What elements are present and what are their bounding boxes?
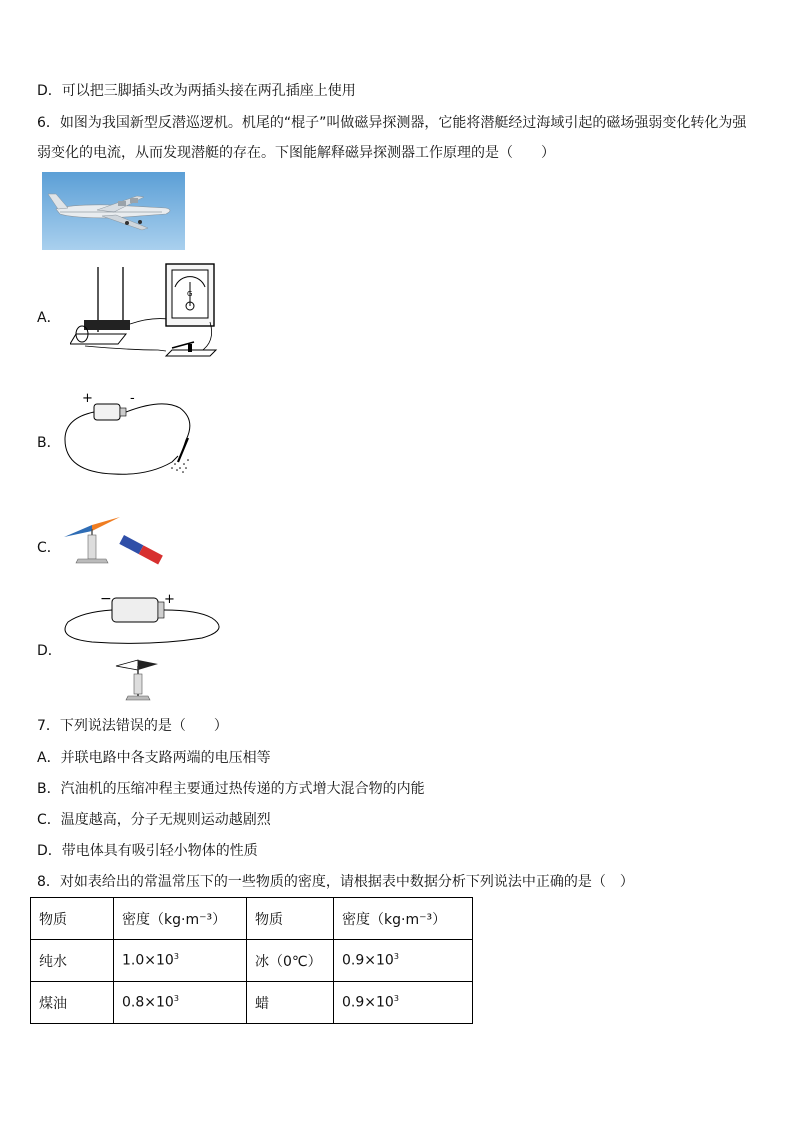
cell-substance: 煤油 [31, 982, 114, 1024]
svg-text:-: - [130, 391, 135, 406]
q8-stem: 8．对如表给出的常温常压下的一些物质的密度，请根据表中数据分析下列说法中正确的是（ ） [37, 874, 634, 890]
cell-substance: 纯水 [31, 940, 114, 982]
cell-density: $0.9\times 10^3$ [334, 940, 473, 982]
cell-density: $1.0\times 10^3$ [114, 940, 247, 982]
svg-text:−: − [100, 591, 112, 607]
density-table [30, 897, 473, 1024]
svg-text:+: + [164, 592, 175, 607]
table-header-row [31, 898, 473, 940]
q6-option-d-figure [62, 590, 222, 706]
q5-option-d: D．可以把三脚插头改为两插头接在两孔插座上使用 [37, 83, 356, 99]
cell-density: $0.9\times 10^3$ [334, 982, 473, 1024]
q6-option-c-label: C． [37, 540, 61, 556]
q7-option-c: C．温度越高，分子无规则运动越剧烈 [37, 812, 271, 828]
q7-stem: 7．下列说法错误的是（ ） [37, 718, 228, 734]
header-substance-1: 物质 [31, 898, 114, 940]
svg-text:+: + [82, 391, 93, 406]
q6-option-d-label: D． [37, 643, 62, 659]
cell-substance: 蜡 [247, 982, 334, 1024]
header-substance-2: 物质 [247, 898, 334, 940]
q7-option-a: A．并联电路中各支路两端的电压相等 [37, 750, 271, 766]
patrol-aircraft-image [42, 172, 185, 250]
header-density-1: 密度（kg·m⁻³） [114, 898, 247, 940]
q6-option-b-label: B． [37, 435, 61, 451]
cell-substance: 冰（0℃） [247, 940, 334, 982]
q7-option-d: D．带电体具有吸引轻小物体的性质 [37, 843, 258, 859]
q6-option-a-label: A． [37, 310, 61, 326]
cell-density: $0.8\times 10^3$ [114, 982, 247, 1024]
q7-option-b: B．汽油机的压缩冲程主要通过热传递的方式增大混合物的内能 [37, 781, 425, 797]
header-density-2: 密度（kg·m⁻³） [334, 898, 473, 940]
q6-option-c-figure [62, 513, 172, 569]
table-row [31, 940, 473, 982]
table-row [31, 982, 473, 1024]
q6-option-a-figure [70, 262, 218, 364]
svg-text:G: G [187, 290, 193, 298]
q6-option-b-figure [62, 390, 202, 482]
q6-stem: 6．如图为我国新型反潜巡逻机。机尾的“棍子”叫做磁异探测器，它能将潜艇经过海域引起的磁场强弱变化转化为强弱变化的电流，从而发现潜艇的存在。下图能解释磁异探测器工作原理的是（ ） [37, 115, 747, 161]
